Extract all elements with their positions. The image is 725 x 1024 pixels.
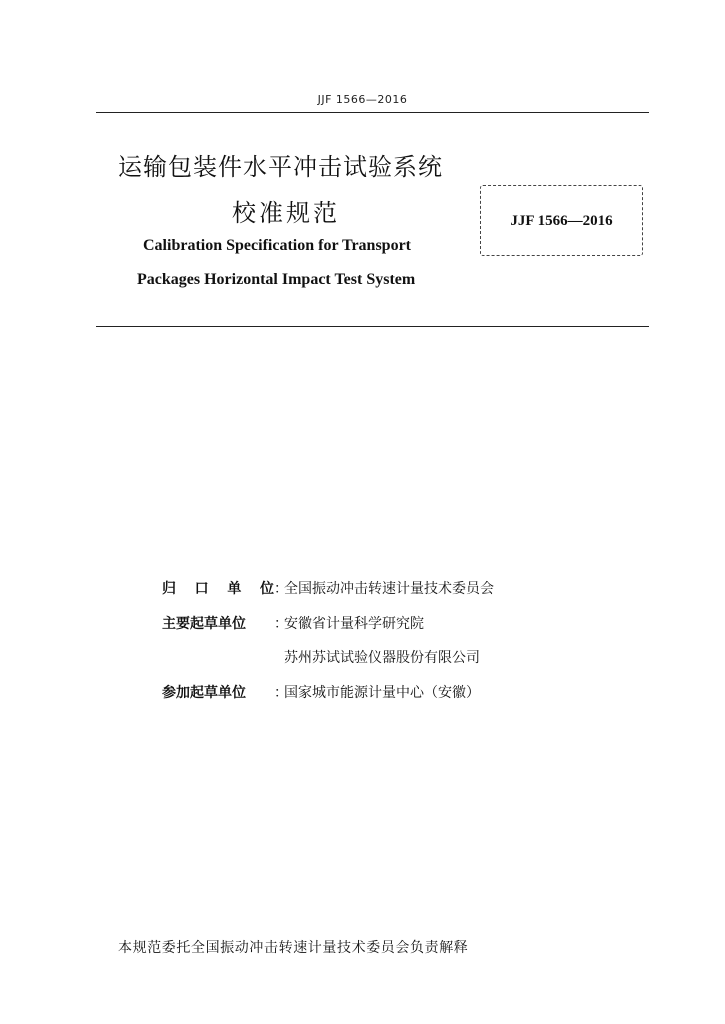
- bottom-divider: [96, 326, 649, 327]
- responsible-unit-colon: ：: [274, 581, 288, 597]
- top-divider: [96, 112, 649, 113]
- participating-unit-label: 参加起草单位: [162, 685, 246, 701]
- participating-unit-value: 国家城市能源计量中心（安徽）: [284, 685, 480, 701]
- responsible-unit-value: 全国振动冲击转速计量技术委员会: [284, 581, 494, 597]
- title-english-line1: Calibration Specification for Transport: [143, 237, 411, 254]
- standard-code-box-text: JJF 1566—2016: [510, 213, 613, 229]
- main-drafting-unit-colon: ：: [274, 616, 288, 632]
- main-drafting-unit-value-2: 苏州苏试试验仪器股份有限公司: [284, 650, 480, 666]
- interpretation-note: 本规范委托全国振动冲击转速计量技术委员会负责解释: [118, 940, 469, 956]
- title-chinese-line1: 运输包装件水平冲击试验系统: [118, 153, 443, 181]
- title-chinese-line2: 校准规范: [232, 199, 340, 227]
- standard-code-box: [480, 185, 643, 256]
- main-drafting-unit-value-1: 安徽省计量科学研究院: [284, 616, 424, 632]
- header-standard-code: JJF 1566—2016: [317, 93, 408, 106]
- main-drafting-unit-label: 主要起草单位: [162, 616, 246, 632]
- participating-unit-colon: ：: [274, 685, 288, 701]
- responsible-unit-label: 归口单位: [162, 581, 274, 597]
- title-english-line2: Packages Horizontal Impact Test System: [137, 271, 416, 288]
